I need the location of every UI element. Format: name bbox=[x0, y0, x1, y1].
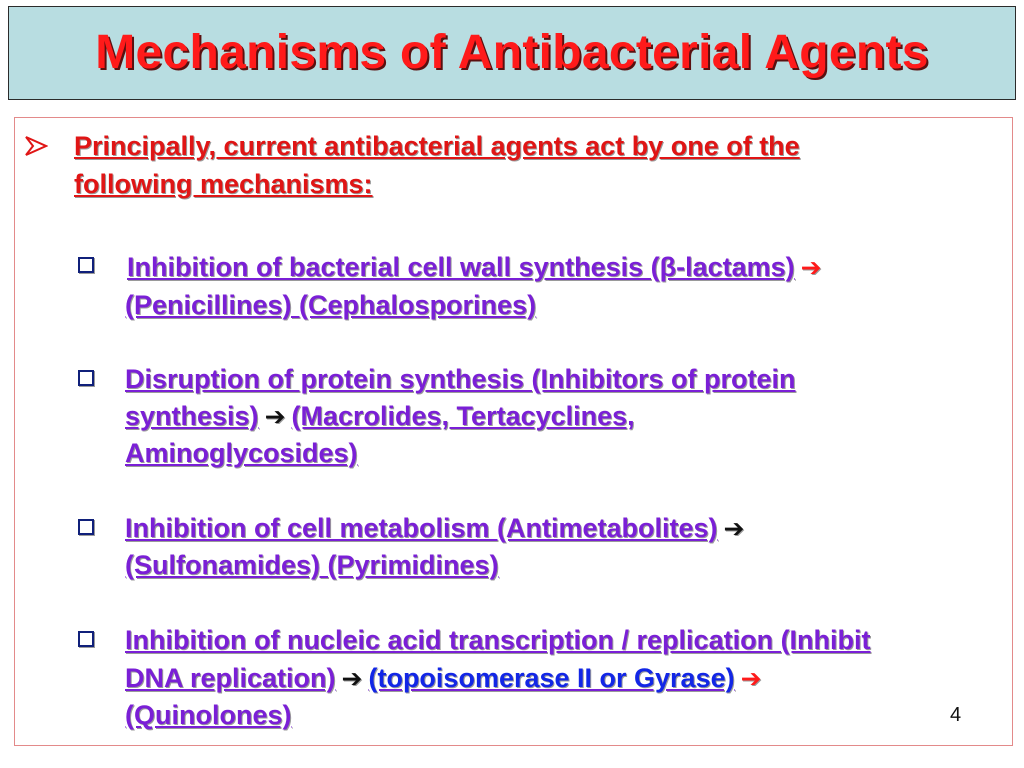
mechanism-3-line-1 bbox=[125, 510, 751, 548]
checkbox-bullet-icon bbox=[78, 370, 94, 386]
checkbox-bullet-icon bbox=[78, 631, 94, 647]
right-arrow-icon: ➔ bbox=[800, 254, 822, 282]
mechanism-1-line-2: (Penicillines) (Cephalosporines) bbox=[125, 290, 537, 320]
arrowhead-bullet-icon bbox=[24, 135, 48, 157]
intro-line-1: Principally, current antibacterial agents act by one of the bbox=[74, 131, 800, 161]
mechanism-3-line-2: (Sulfonamides) (Pyrimidines) bbox=[125, 550, 499, 580]
mechanism-2-text-a: synthesis) bbox=[125, 401, 259, 431]
mechanism-2-line-3: Aminoglycosides) bbox=[125, 438, 358, 468]
right-arrow-icon: ➔ bbox=[723, 515, 745, 543]
mechanism-4-text-b: (topoisomerase II or Gyrase) bbox=[368, 663, 735, 693]
title-banner bbox=[8, 6, 1016, 100]
right-arrow-icon: ➔ bbox=[264, 403, 286, 431]
mechanism-1-line-1 bbox=[127, 249, 822, 287]
mechanism-4-line-2 bbox=[125, 660, 762, 698]
slide-title: Mechanisms of Antibacterial Agents bbox=[95, 26, 929, 79]
mechanism-1-text: Inhibition of bacterial cell wall synthesis (β-lactams) bbox=[127, 252, 795, 282]
checkbox-bullet-icon bbox=[78, 257, 94, 273]
mechanism-2-text-b: (Macrolides, Tertacyclines, bbox=[291, 401, 635, 431]
right-arrow-icon: ➔ bbox=[740, 665, 762, 693]
mechanism-4-line-1: Inhibition of nucleic acid transcription / replication (Inhibit bbox=[125, 625, 871, 655]
intro-line-2: following mechanisms: bbox=[74, 169, 373, 199]
mechanism-3-text: Inhibition of cell metabolism (Antimetabolites) bbox=[125, 513, 718, 543]
mechanism-4-text-a: DNA replication) bbox=[125, 663, 336, 693]
mechanism-4-line-3: (Quinolones) bbox=[125, 700, 292, 730]
mechanism-2-line-2 bbox=[125, 398, 635, 436]
right-arrow-icon: ➔ bbox=[341, 665, 363, 693]
checkbox-bullet-icon bbox=[78, 519, 94, 535]
page-number: 4 bbox=[950, 704, 962, 726]
mechanism-2-line-1: Disruption of protein synthesis (Inhibitors of protein bbox=[125, 364, 796, 394]
